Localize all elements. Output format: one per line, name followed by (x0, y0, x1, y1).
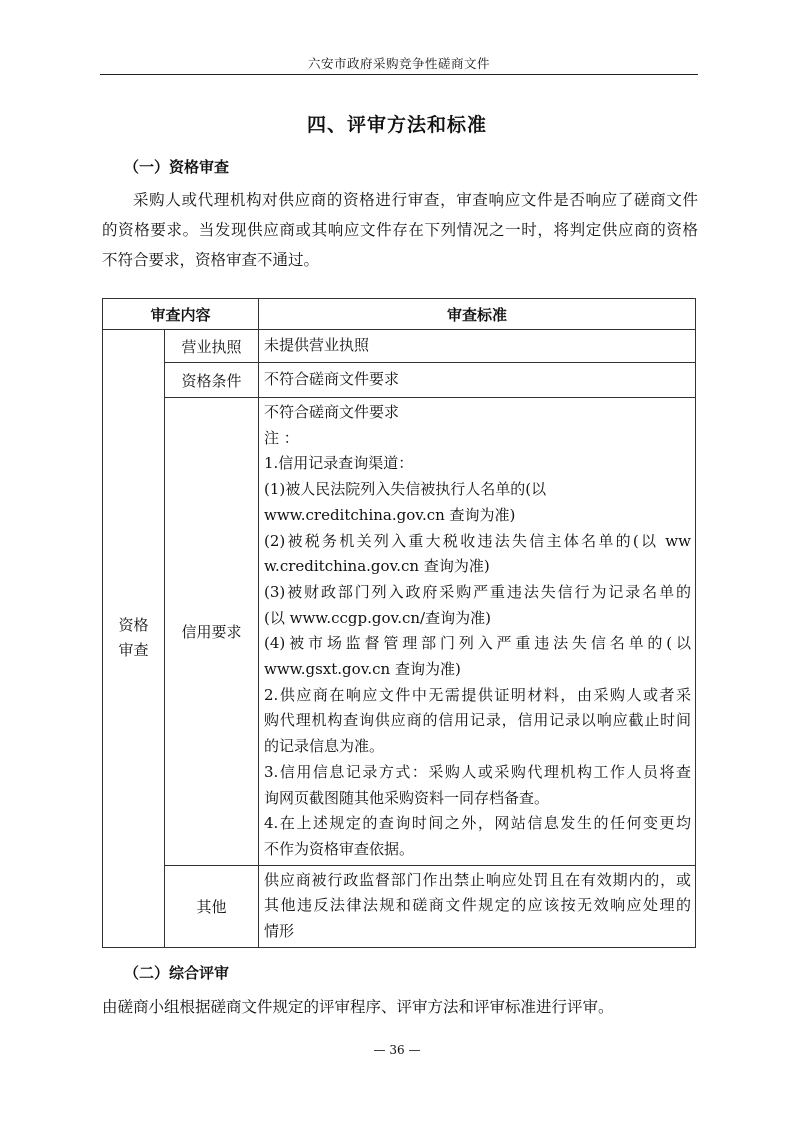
intro-line: 采购人或代理机构对供应商的资格进行审查，审查响应文件是否响应了磋商文件 (133, 191, 698, 209)
standard-line: w.creditchina.gov.cn 查询为准) (264, 557, 490, 576)
standard-line: 注 ： (264, 428, 299, 447)
qualification-table (102, 298, 696, 948)
standard-line: 未提供营业执照 (264, 336, 370, 355)
intro-line: 不符合要求，资格审查不通过。 (102, 251, 320, 269)
table-header-row (103, 299, 696, 330)
table-row (103, 330, 696, 363)
standard-cell (259, 330, 696, 363)
section-heading-qualification: （一）资格审查 (124, 158, 230, 176)
table-row (103, 865, 696, 947)
standard-line: 2.供应商在响应文件中无需提供证明材料，由采购人或者采 (264, 685, 691, 704)
item-cell: 信用要求 (165, 398, 259, 866)
standard-line: 3.信用信息记录方式：采购人或采购代理机构工作人员将查 (264, 762, 691, 781)
standard-line: (以 www.ccgp.gov.cn/查询为准) (264, 608, 491, 627)
standard-line: 4.在上述规定的查询时间之外，网站信息发生的任何变更均 (264, 814, 691, 833)
standard-line: 购代理机构查询供应商的信用记录，信用记录以响应截止时间 (264, 711, 691, 730)
intro-line: 的资格要求。当发现供应商或其响应文件存在下列情况之一时，将判定供应商的资格 (102, 221, 698, 239)
standard-line: (1)被人民法院列入失信被执行人名单的(以 (264, 480, 547, 499)
section-heading-comprehensive: （二）综合评审 (124, 964, 230, 982)
col-header-standard: 审查标准 (259, 299, 696, 330)
item-cell: 资格条件 (165, 363, 259, 398)
table-row (103, 398, 696, 866)
table-row (103, 363, 696, 398)
header-rule (100, 74, 698, 75)
page-title: 四、评审方法和标准 (306, 114, 487, 136)
standard-line: (2)被税务机关列入重大税收违法失信主体名单的(以 ww (264, 531, 691, 550)
item-cell: 营业执照 (165, 330, 259, 363)
intro-paragraph (102, 185, 698, 275)
standard-line: 询网页截图随其他采购资料一同存档备查。 (264, 788, 550, 807)
category-line: 审查 (118, 641, 149, 660)
standard-cell (259, 363, 696, 398)
category-cell (103, 330, 165, 948)
item-cell: 其他 (165, 865, 259, 947)
col-header-content: 审查内容 (103, 299, 259, 330)
standard-line: 其他违反法律法规和磋商文件规定的应该按无效响应处理的 (264, 896, 691, 915)
standard-line: (4)被市场监督管理部门列入严重违法失信名单的(以 (264, 634, 691, 653)
standard-cell (259, 398, 696, 866)
standard-line: (3)被财政部门列入政府采购严重违法失信行为记录名单的 (264, 582, 691, 601)
closing-paragraph: 由磋商小组根据磋商文件规定的评审程序、评审方法和评审标准进行评审。 (102, 998, 614, 1016)
standard-line: 不作为资格审查依据。 (264, 839, 415, 858)
standard-line: 情形 (264, 922, 295, 941)
standard-line: www.gsxt.gov.cn 查询为准) (264, 660, 461, 679)
standard-line: 1.信用记录查询渠道： (264, 454, 414, 473)
standard-line: 不符合磋商文件要求 (264, 370, 400, 389)
standard-line: 的记录信息为准。 (264, 737, 385, 756)
standard-line: www.creditchina.gov.cn 查询为准) (264, 505, 516, 524)
running-header: 六安市政府采购竞争性磋商文件 (307, 56, 490, 71)
standard-line: 供应商被行政监督部门作出禁止响应处罚且在有效期内的，或 (264, 870, 691, 889)
category-line: 资格 (118, 616, 149, 635)
standard-cell (259, 865, 696, 947)
standard-line: 不符合磋商文件要求 (264, 403, 400, 421)
page-number: — 36 — (373, 1043, 421, 1057)
